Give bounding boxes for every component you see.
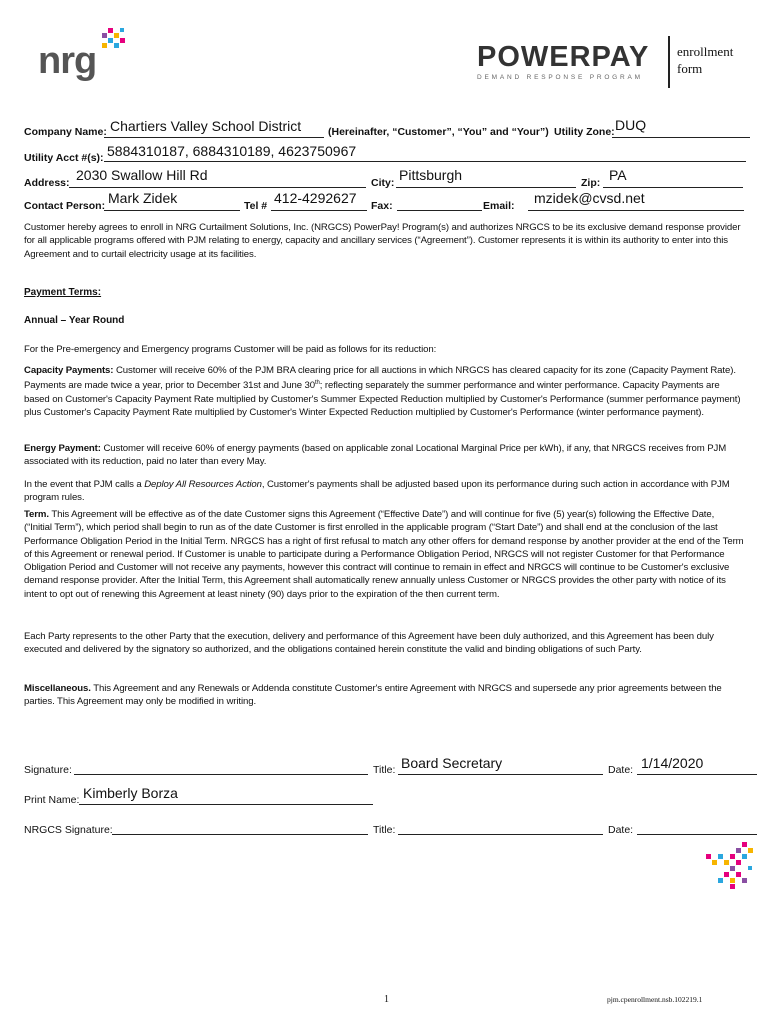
print-name-field[interactable]: Kimberly Borza <box>83 785 178 801</box>
zip-field[interactable]: PA <box>609 167 627 183</box>
energy-title: Energy Payment: <box>24 443 101 454</box>
email-field[interactable]: mzidek@cvsd.net <box>534 190 645 206</box>
event-text-b: , Customer's payments shall be adjusted based upon its performance during such action in accordance with PJM program rules. <box>24 479 730 504</box>
title-field[interactable]: Board Secretary <box>401 755 503 771</box>
company-name-label: Company Name: <box>24 126 107 138</box>
utility-zone-label: Utility Zone: <box>554 126 615 138</box>
date-field[interactable]: 1/14/2020 <box>641 755 704 771</box>
powerpay-logo <box>477 42 667 82</box>
doc-title <box>677 43 733 77</box>
intro-paragraph: Customer hereby agrees to enroll in NRG Curtailment Solutions, Inc. (NRGCS) PowerPay! Program(s) and authorizes NRGCS to be its exclusive demand response provider for all applicable programs offered with PJM relating to energy, capacity and ancillary services (“Agreement”). Customer represents it is within its authority to enter into this Agreement and to curtail electricity usage at its facilities. <box>24 222 741 260</box>
page-number: 1 <box>384 994 389 1005</box>
title-label: Title: <box>373 764 396 776</box>
nrgcs-title-label: Title: <box>373 824 396 836</box>
address-label: Address: <box>24 177 70 189</box>
capacity-text-b: ; reflecting separately the summer performance and winter performance. Capacity Payments are based on Customer's Capacity Payment Rate multiplied by Customer's Summer Expected Reduction multiplied by Customer's Performance (summer performance payment) plus Customer's Capacity Payment Rate multiplied by Customer's Winter Expected Reduction multiplied by Customer's Performance (winter performance payment). <box>24 380 741 419</box>
term-text: This Agreement will be effective as of the date Customer signs this Agreement (“Effective Date”) and will continue for five (5) year(s) following the Effective Date, (“Initial Term”), which period shall begin to run as of the date Customer is first enrolled in the applicable program (“Start Date”) and shall end at the conclusion of the last Performance Obligation Period in the Initial Term. NRGCS has a right of first refusal to match any other offers for demand response by another provider at the end of the Term of this Agreement or renewal period. If Customer is unable to participate during a Performance Obligation Period, NRGCS will not register Customer for that Performance Obligation Period and Customer will not receive any payments, however this contract will continue to remain in effect and NRGCS will continue to be Customer's exclusive demand response provider. After the Initial Term, this Agreement shall automatically renew annually unless Customer or NRGCS provides the other party with notice of its intent to opt out of renewing this Agreement at least ninety (90) days prior to the expiration of the then current term. <box>24 509 744 600</box>
doc-code: pjm.cpenrollment.nsb.102219.1 <box>607 995 703 1004</box>
nrgcs-date-label: Date: <box>608 824 634 836</box>
utility-acct-label: Utility Acct #(s): <box>24 152 104 164</box>
term-title: Term. <box>24 509 49 520</box>
doc-title-line2: form <box>677 61 703 76</box>
each-party-paragraph: Each Party represents to the other Party that the execution, delivery and performance of this Agreement have been duly authorized, and this Agreement has been duly executed and delivered by the signatory so authorized, and the obligations contained herein constitute the valid and binding obligations of such Party. <box>24 631 714 656</box>
nrg-logo-text: nrg <box>38 40 97 82</box>
doc-title-line1: enrollment <box>677 44 734 59</box>
contact-person-field[interactable]: Mark Zidek <box>108 190 178 206</box>
powerpay-tagline: DEMAND RESPONSE PROGRAM <box>477 74 643 81</box>
misc-text: This Agreement and any Renewals or Addenda constitute Customer's entire Agreement with NRGCS and supersede any prior agreements between the parties. This Agreement may only be modified in writing. <box>24 683 722 708</box>
burst-decoration-icon <box>702 842 758 897</box>
nrgcs-date-line[interactable] <box>637 834 757 835</box>
tel-line <box>271 210 367 211</box>
print-name-label: Print Name: <box>24 794 80 806</box>
utility-acct-line <box>104 161 746 162</box>
pixel-burst-icon <box>702 842 758 892</box>
print-name-line <box>79 804 373 805</box>
fax-line <box>397 210 482 211</box>
zip-line <box>603 187 743 188</box>
nrgcs-signature-line[interactable] <box>112 834 368 835</box>
payment-terms-heading: Payment Terms: <box>24 287 102 298</box>
capacity-sup: th <box>314 380 320 387</box>
company-name-field[interactable]: Chartiers Valley School District <box>110 118 302 134</box>
powerpay-logo-text: POWERPAY <box>477 41 650 73</box>
nrg-logo <box>38 28 138 88</box>
utility-zone-field[interactable]: DUQ <box>615 117 647 133</box>
contact-person-label: Contact Person: <box>24 200 106 212</box>
address-field[interactable]: 2030 Swallow Hill Rd <box>76 167 208 183</box>
event-text-a: In the event that PJM calls a <box>24 479 142 490</box>
capacity-title: Capacity Payments: <box>24 365 114 376</box>
signature-line[interactable] <box>74 774 368 775</box>
misc-paragraph <box>24 682 744 709</box>
nrgcs-signature-label: NRGCS Signature: <box>24 824 113 836</box>
header-divider <box>668 36 670 88</box>
utility-acct-field[interactable]: 5884310187, 6884310189, 4623750967 <box>107 143 357 159</box>
tel-field[interactable]: 412-4292627 <box>274 190 357 206</box>
event-italic: Deploy All Resources Action <box>144 479 262 490</box>
date-label: Date: <box>608 764 634 776</box>
date-line <box>637 774 757 775</box>
email-line <box>528 210 744 211</box>
event-paragraph <box>24 478 744 505</box>
company-name-line <box>104 137 324 138</box>
capacity-text-a: Customer will receive 60% of the PJM BRA clearing price for all auctions in which NRGCS has cleared capacity for its zone (Capacity Payment Rate). Payments are made twice a year, prior to December 31st and June 30 <box>24 365 736 392</box>
city-line <box>396 187 576 188</box>
term-paragraph <box>24 508 744 601</box>
misc-title: Miscellaneous. <box>24 683 91 694</box>
energy-text: Customer will receive 60% of energy payments (based on applicable zonal Locational Marginal Price per kWh), if any, that NRGCS receives from PJM associated with its reduction, paid no later than every May. <box>24 443 727 468</box>
title-line <box>398 774 603 775</box>
address-line <box>69 187 366 188</box>
annual-heading: Annual – Year Round <box>24 315 125 326</box>
email-label: Email: <box>483 200 515 212</box>
fax-label: Fax: <box>371 200 393 212</box>
hereinafter-text: (Hereinafter, “Customer”, “You” and “Your”) <box>328 126 549 138</box>
contact-person-line <box>104 210 240 211</box>
nrgcs-title-line[interactable] <box>398 834 603 835</box>
zip-label: Zip: <box>581 177 601 189</box>
utility-zone-line <box>612 137 750 138</box>
energy-paragraph <box>24 442 744 469</box>
city-label: City: <box>371 177 395 189</box>
capacity-paragraph <box>24 364 744 419</box>
tel-label: Tel # <box>244 200 268 212</box>
city-field[interactable]: Pittsburgh <box>399 167 463 183</box>
pre-emergency-paragraph: For the Pre-emergency and Emergency programs Customer will be paid as follows for its reduction: <box>24 344 437 355</box>
signature-label: Signature: <box>24 764 72 776</box>
